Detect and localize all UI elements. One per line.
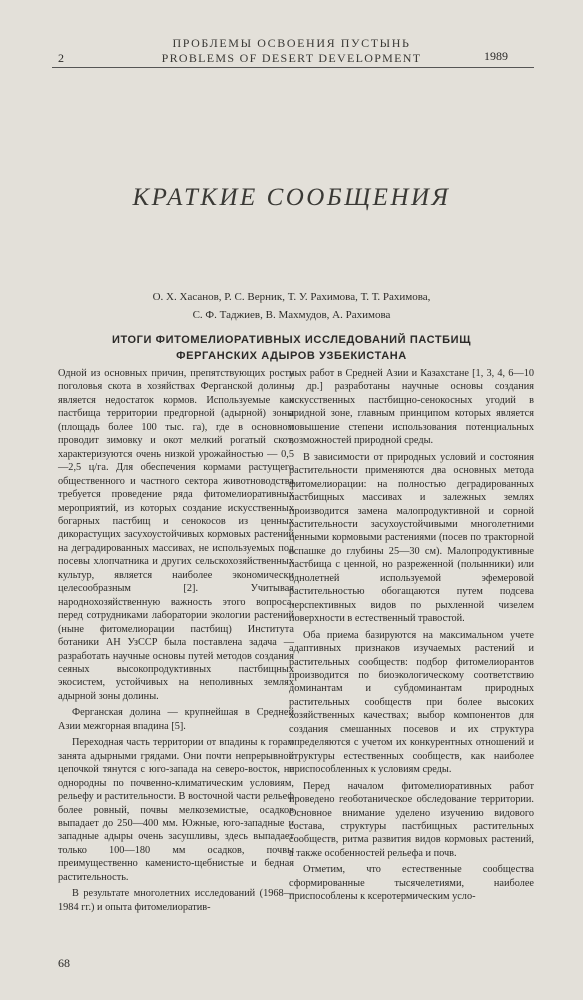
- paragraph: Отметим, что естественные сообщества сформированные тысячелетиями, наиболее приспособлены к ксеротермическим усло-: [289, 864, 534, 903]
- journal-title-english: PROBLEMS OF DESERT DEVELOPMENT: [161, 51, 422, 65]
- issue-year: 1989: [484, 49, 508, 63]
- paragraph: Ферганская долина — крупнейшая в Средней Азии межгорная впадина [5].: [58, 707, 294, 732]
- article-title-line-1: ИТОГИ ФИТОМЕЛИОРАТИВНЫХ ИССЛЕДОВАНИЙ ПАСТБИЩ: [111, 334, 472, 346]
- paragraph: ных работ в Средней Азии и Казахстане [1, 3, 4, 6—10 и др.] разработаны научные основы создания искусственных пастбищно-сенокосных угодий в аридной зоне, главным принципом которых является повышение степени использования потенциальных возможностей природной среды.: [289, 368, 534, 447]
- paragraph: Оба приема базируются на максимальном учете адаптивных признаков изучаемых растений и растительных сообществ: подбор фитомелиорантов производится по биоэкологическому соответствию доминантам и субдоминантам природных растительных сообществ при более высоких хозяйственных качествах; выбор компонентов для создания смешанных посевов и их структура определяются с учетом их конкурентных отношений и структуры естественных сообществ, как наиболее приспособленных к условиям среды.: [289, 629, 534, 776]
- section-title: КРАТКИЕ СООБЩЕНИЯ: [132, 184, 451, 211]
- journal-title-russian: ПРОБЛЕМЫ ОСВОЕНИЯ ПУСТЫНЬ: [172, 36, 411, 50]
- paragraph: Перед началом фитомелиоративных работ проведено геоботаническое обследование территории. Основное внимание уделено изучению видового состава, структуры пастбищных растительных сообществ, ритма развития видов кормовых растений, а также особенностей рельефа и почв.: [289, 780, 534, 859]
- paragraph: Одной из основных причин, препятствующих росту поголовья скота в хозяйствах Ферганской долины, является недостаток кормов. Используемые как пастбища территории предгорной (адырной) зоны (площадь более 100 тыс. га), где в основном проводит зимовку и окот мелкий рогатый скот, характеризуются очень низкой урожайностью — 0,5—2,5 ц/га. Для обеспечения кормами растущего общественного и частного сектора животноводства требуется проведение ряда фитомелиоративных мероприятий, из которых создание искусственных богарных пастбищ и сенокосов из ценных дикорастущих засухоустойчивых кормовых растений на деградированных массивах, не используемых под посевы хлопчатника и других сельскохозяйственных культур, является наиболее экономически целесообразным [2]. Учитывая народнохозяйственную важность этого вопроса, перед сотрудниками лаборатории экологии растений (ныне фитомелиорации пастбищ) Института ботаники АН УзССР была поставлена задача — разработать научные основы путей методов создания сеяных высокопродуктивных пастбищных экосистем, устойчивых на неполивных землях адырной зоны долины.: [58, 368, 294, 702]
- left-column: [58, 367, 294, 917]
- header-divider: [52, 67, 534, 68]
- authors-line-1: О. Х. Хасанов, Р. С. Верник, Т. У. Рахимова, Т. Т. Рахимова,: [152, 291, 431, 303]
- right-column: [289, 367, 534, 907]
- paragraph: В зависимости от природных условий и состояния растительности применяются два основных метода фитомелиорации: на полностью деградированных пастбищных массивах и залежных землях производится замена малопродуктивной и сорной растительности засухоустойчивыми многолетними ценными кормовыми растениями (посев по тракторной вспашке до глубины 25—30 см). Малопродуктивные пастбища с ценной, но разреженной (полынники) или однолетней используемой эфемеровой растительностью обогащаются путем подсева перспективных видов по рыхленной чизелем поверхности в естественный травостой.: [289, 451, 534, 625]
- paragraph: Переходная часть территории от впадины к горам занята адырными грядами. Они почти непрерывной цепочкой тянутся с юго-запада на северо-восток, не однородны по почвенно-климатическим условиям, рельефу и растительности. В восточной части рельеф более ровный, почвы мелкоземистые, осадков выпадает до 250—400 мм. Южные, юго-западные и западные адыры очень засушливы, здесь выпадает только 100—180 мм осадков, почвы преимущественно каменисто-щебнистые и бедная растительность.: [58, 737, 294, 883]
- article-title-line-2: ФЕРГАНСКИХ АДЫРОВ УЗБЕКИСТАНА: [176, 350, 407, 362]
- issue-number: 2: [58, 51, 64, 65]
- paragraph: В результате многолетних исследований (1968—1984 гг.) и опыта фитомелиоратив-: [58, 888, 294, 913]
- page-number: 68: [58, 956, 70, 970]
- authors-line-2: С. Ф. Таджиев, В. Махмудов, А. Рахимова: [192, 309, 391, 321]
